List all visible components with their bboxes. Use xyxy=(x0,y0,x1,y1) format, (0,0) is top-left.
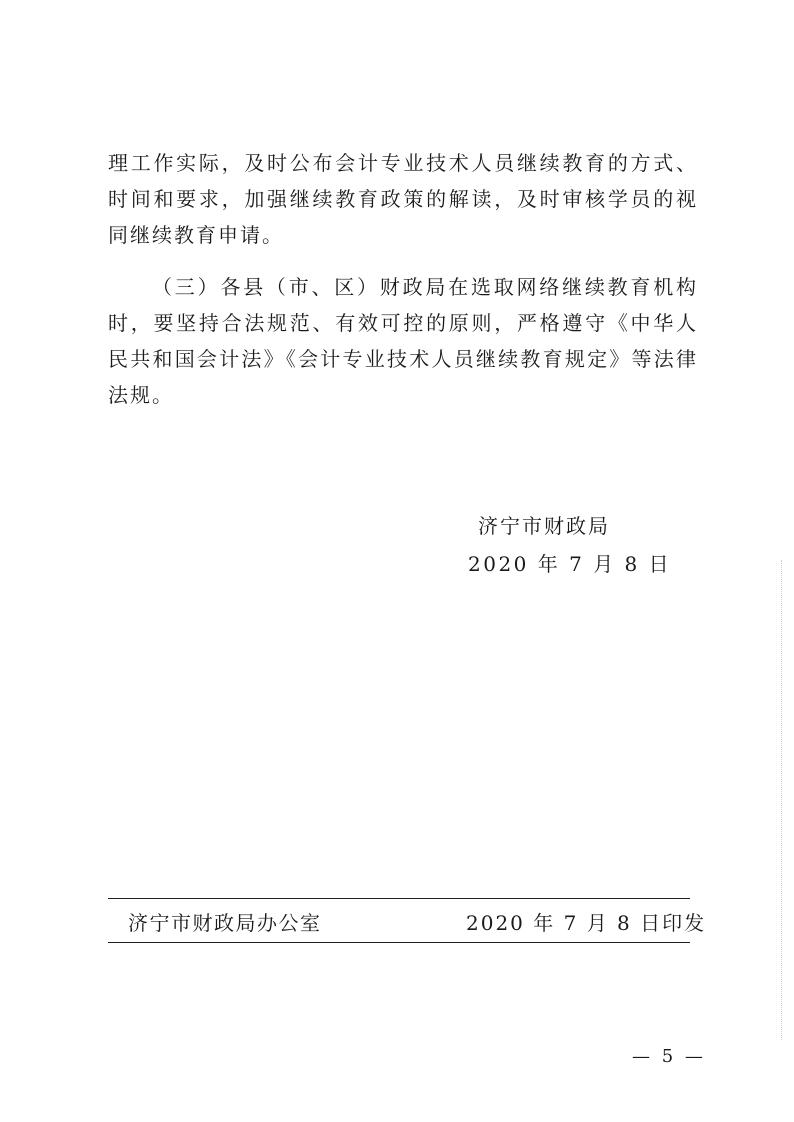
page-number: — 5 — xyxy=(632,1046,706,1067)
scan-edge-artifact xyxy=(781,560,782,1040)
body-paragraph-item-3: （三）各县（市、区）财政局在选取网络继续教育机构时，要坚持合法规范、有效可控的原则，严格遵守《中华人民共和国会计法》《会计专业技术人员继续教育规定》等法律法规。 xyxy=(108,275,698,407)
signature-organization: 济宁市财政局 xyxy=(478,514,610,538)
footer-issuer: 济宁市财政局办公室 xyxy=(128,911,322,935)
footer-rule-bottom xyxy=(108,942,690,943)
signature-date: 2020 年 7 月 8 日 xyxy=(468,552,672,576)
body-paragraph-continuation: 理工作实际，及时公布会计专业技术人员继续教育的方式、时间和要求，加强继续教育政策的解读，及时审核学员的视同继续教育申请。 xyxy=(108,151,698,247)
footer-rule-top xyxy=(108,898,690,899)
footer-issue-date: 2020 年 7 月 8 日印发 xyxy=(466,911,707,935)
